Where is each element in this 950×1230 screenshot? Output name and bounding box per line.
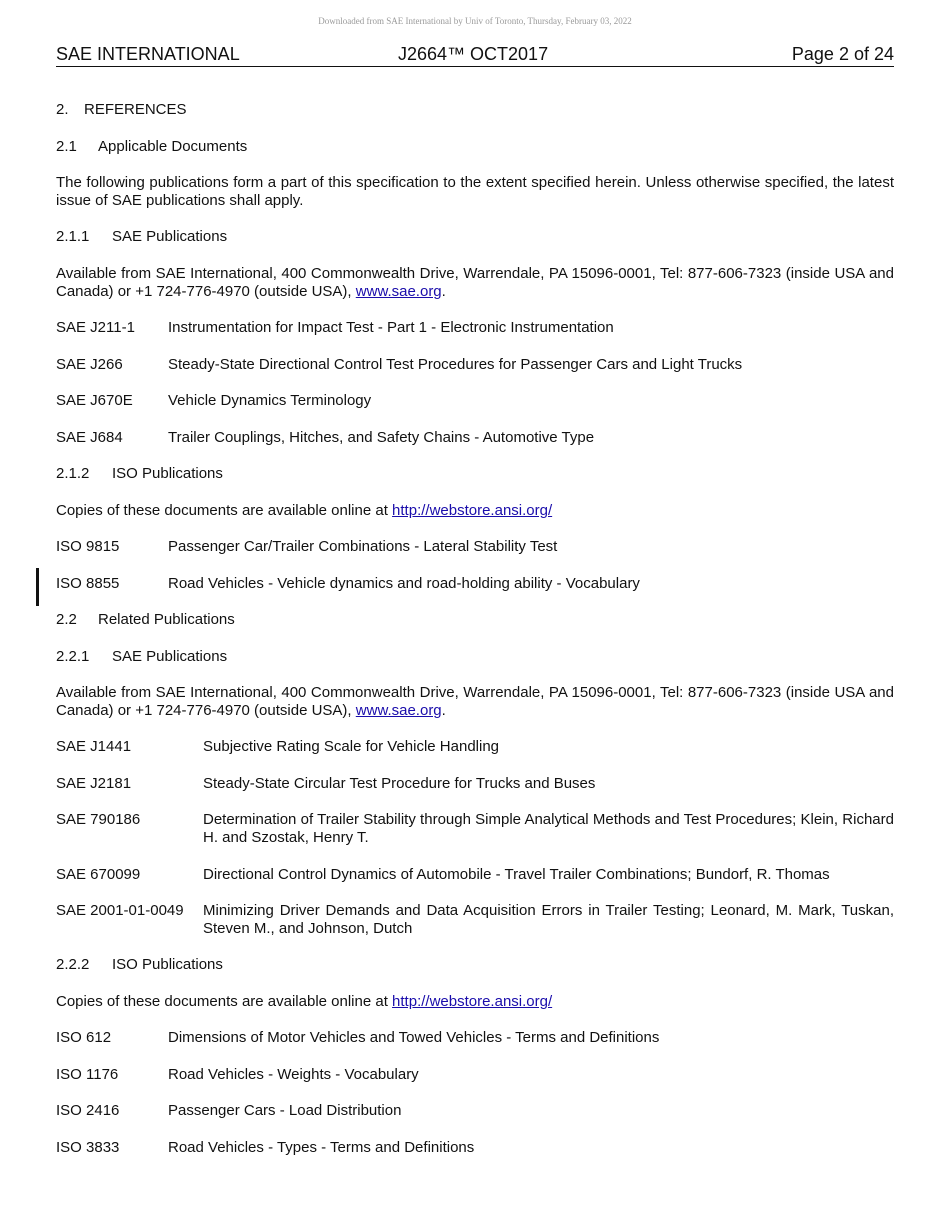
section-2-heading — [56, 101, 894, 119]
section-2-1-heading — [56, 138, 894, 156]
sae-website-link[interactable]: www.sae.org — [355, 283, 442, 300]
reference-title: Road Vehicles - Types - Terms and Definitions — [168, 1139, 475, 1156]
ansi-webstore-link[interactable]: http://webstore.ansi.org/ — [392, 502, 553, 519]
section-2-2-heading — [56, 611, 894, 629]
reference-title: Passenger Car/Trailer Combinations - Lateral Stability Test — [168, 538, 558, 555]
availability-text: Available from SAE International, 400 Commonwealth Drive, Warrendale, PA 15096-0001, Tel: 877-606-7323 (inside USA and Canada) or +1 724-776-4970 (outside USA), — [56, 684, 894, 719]
reference-title: Road Vehicles - Vehicle dynamics and road-holding ability - Vocabulary — [168, 575, 640, 592]
reference-item — [56, 1139, 894, 1157]
reference-item — [56, 429, 894, 447]
section-title: REFERENCES — [84, 101, 187, 118]
reference-item — [56, 319, 894, 337]
reference-code: SAE J670E — [56, 392, 133, 409]
section-2-1-1-heading — [56, 228, 894, 246]
reference-item — [56, 392, 894, 410]
header-page-number: Page 2 of 24 — [791, 44, 894, 64]
change-bar — [36, 568, 39, 606]
reference-code: SAE J266 — [56, 356, 123, 373]
reference-item — [56, 811, 894, 847]
reference-title: Steady-State Circular Test Procedure for Trucks and Buses — [203, 775, 596, 792]
reference-item — [56, 1066, 894, 1084]
section-number: 2. — [56, 101, 69, 118]
section-number: 2.1 — [56, 138, 77, 155]
section-number: 2.1.1 — [56, 228, 90, 245]
reference-code: SAE 2001-01-0049 — [56, 902, 184, 919]
section-2-2-1-heading — [56, 648, 894, 666]
reference-code: SAE J684 — [56, 429, 123, 446]
reference-item — [56, 1102, 894, 1120]
page-header — [56, 44, 894, 67]
reference-code: SAE J1441 — [56, 738, 132, 755]
availability-text: Copies of these documents are available online at — [56, 993, 388, 1010]
reference-code: SAE 670099 — [56, 866, 141, 883]
section-title: SAE Publications — [112, 228, 228, 245]
reference-code: ISO 612 — [56, 1029, 112, 1046]
reference-code: ISO 1176 — [56, 1066, 119, 1083]
iso-availability-paragraph — [56, 502, 894, 520]
reference-item — [56, 356, 894, 374]
reference-item — [56, 575, 894, 593]
header-org: SAE INTERNATIONAL — [56, 44, 240, 64]
reference-title: Minimizing Driver Demands and Data Acquisition Errors in Trailer Testing; Leonard, M. Mark, Tuskan, Steven M., and Johnson, Dutch — [203, 902, 894, 937]
reference-title: Subjective Rating Scale for Vehicle Handling — [203, 738, 500, 755]
header-doc-id: J2664™ OCT2017 — [398, 44, 549, 64]
reference-item — [56, 775, 894, 793]
iso-availability-paragraph — [56, 993, 894, 1011]
reference-title: Passenger Cars - Load Distribution — [168, 1102, 402, 1119]
applicable-documents-intro: The following publications form a part of this specification to the extent specified herein. Unless otherwise specified, the latest issue of SAE publications shall apply. — [56, 174, 894, 209]
section-title: SAE Publications — [112, 648, 228, 665]
section-number: 2.2 — [56, 611, 77, 628]
reference-title: Determination of Trailer Stability through Simple Analytical Methods and Test Procedures; Klein, Richard H. and Szostak, Henry T. — [203, 811, 894, 846]
download-watermark: Downloaded from SAE International by Univ of Toronto, Thursday, February 03, 2022 — [318, 16, 632, 26]
section-number: 2.1.2 — [56, 465, 90, 482]
section-title: ISO Publications — [112, 465, 223, 482]
reference-item — [56, 1029, 894, 1047]
section-2-2-2-heading — [56, 956, 894, 974]
reference-title: Instrumentation for Impact Test - Part 1 - Electronic Instrumentation — [168, 319, 614, 336]
reference-item — [56, 866, 894, 884]
reference-title: Trailer Couplings, Hitches, and Safety Chains - Automotive Type — [168, 429, 595, 446]
reference-item — [56, 738, 894, 756]
document-body — [56, 101, 894, 1157]
section-title: ISO Publications — [112, 956, 223, 973]
reference-title: Steady-State Directional Control Test Procedures for Passenger Cars and Light Trucks — [168, 356, 743, 373]
reference-title: Road Vehicles - Weights - Vocabulary — [168, 1066, 419, 1083]
section-number: 2.2.2 — [56, 956, 90, 973]
section-2-1-2-heading — [56, 465, 894, 483]
section-title: Related Publications — [98, 611, 235, 628]
reference-code: SAE J211-1 — [56, 319, 135, 336]
reference-title: Dimensions of Motor Vehicles and Towed Vehicles - Terms and Definitions — [168, 1029, 660, 1046]
reference-code: ISO 3833 — [56, 1139, 120, 1156]
sae-availability-paragraph: Available from SAE International, 400 Commonwealth Drive, Warrendale, PA 15096-0001, Tel: 877-606-7323 (inside USA and Canada) or +1 724-776-4970 (outside USA), www.sae.org. — [56, 265, 894, 300]
reference-code: SAE J2181 — [56, 775, 132, 792]
availability-text: Available from SAE International, 400 Commonwealth Drive, Warrendale, PA 15096-0001, Tel: 877-606-7323 (inside USA and Canada) or +1 724-776-4970 (outside USA), — [56, 265, 894, 300]
section-number: 2.2.1 — [56, 648, 90, 665]
section-title: Applicable Documents — [98, 138, 248, 155]
sae-availability-paragraph: Available from SAE International, 400 Commonwealth Drive, Warrendale, PA 15096-0001, Tel: 877-606-7323 (inside USA and Canada) or +1 724-776-4970 (outside USA), www.sae.org. — [56, 684, 894, 719]
reference-code: SAE 790186 — [56, 811, 141, 828]
reference-code: ISO 8855 — [56, 575, 120, 592]
ansi-webstore-link[interactable]: http://webstore.ansi.org/ — [392, 993, 553, 1010]
reference-code: ISO 9815 — [56, 538, 120, 555]
availability-text: Copies of these documents are available online at — [56, 502, 388, 519]
reference-title: Vehicle Dynamics Terminology — [168, 392, 372, 409]
reference-item — [56, 538, 894, 556]
reference-title: Directional Control Dynamics of Automobile - Travel Trailer Combinations; Bundorf, R. Thomas — [203, 866, 830, 883]
reference-code: ISO 2416 — [56, 1102, 120, 1119]
reference-item — [56, 902, 894, 938]
sae-website-link[interactable]: www.sae.org — [355, 702, 442, 719]
